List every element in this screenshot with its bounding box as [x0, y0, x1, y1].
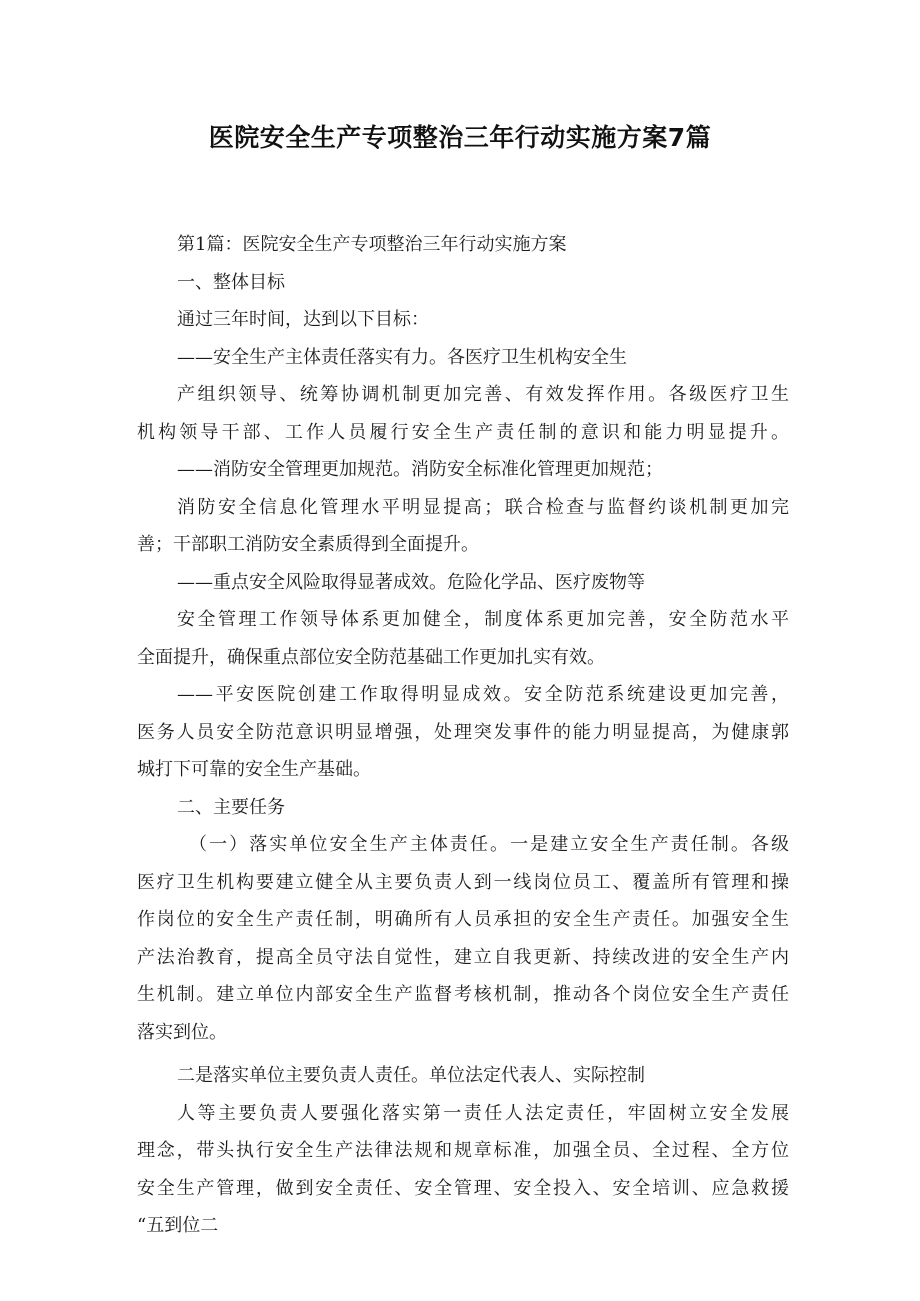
paragraph-line: 通过三年时间，达到以下目标： — [177, 309, 429, 330]
document-title: 医院安全生产专项整治三年行动实施方案7篇 — [208, 123, 712, 152]
paragraph-line: 产组织领导、统筹协调机制更加完善、有效发挥作用。各级医疗卫生 — [177, 384, 789, 405]
paragraph-line: 城打下可靠的安全生产基础。 — [137, 759, 371, 780]
paragraph-line: 善；干部职工消防安全素质得到全面提升。 — [137, 534, 479, 555]
paragraph-line: “五到位二 — [137, 1215, 219, 1236]
paragraph-line: 生机制。建立单位内部安全生产监督考核机制，推动各个岗位安全生产责任 — [137, 984, 789, 1005]
paragraph-line: ——消防安全管理更加规范。消防安全标准化管理更加规范； — [177, 459, 663, 480]
paragraph-line: 机构领导干部、工作人员履行安全生产责任制的意识和能力明显提升。 — [137, 421, 789, 443]
paragraph-line: 二是落实单位主要负责人责任。单位法定代表人、实际控制 — [177, 1065, 645, 1086]
paragraph-line: ——重点安全风险取得显著成效。危险化学品、医疗废物等 — [177, 571, 645, 593]
paragraph-line: 医务人员安全防范意识明显增强，处理突发事件的能力明显提高，为健康郭 — [137, 721, 789, 743]
subheading-overall-goals: 一、整体目标 — [177, 271, 285, 293]
paragraph-line: ——安全生产主体责任落实有力。各医疗卫生机构安全生 — [177, 346, 627, 368]
paragraph-line: 人等主要负责人要强化落实第一责任人法定责任，牢固树立安全发展 — [177, 1102, 789, 1124]
paragraph-line: 产法治教育，提高全员守法自觉性，建立自我更新、持续改进的安全生产内 — [137, 946, 789, 968]
paragraph-line: 全面提升，确保重点部位安全防范基础工作更加扎实有效。 — [137, 646, 605, 668]
section-heading-1: 第1篇：医院安全生产专项整治三年行动实施方案 — [177, 234, 567, 255]
document-body — [137, 226, 789, 1245]
paragraph-line: 安全生产管理，做到安全责任、安全管理、安全投入、安全培训、应急救援 — [137, 1177, 789, 1199]
paragraph-line: 安全管理工作领导体系更加健全，制度体系更加完善，安全防范水平 — [177, 609, 789, 630]
subheading-main-tasks: 二、主要任务 — [177, 796, 285, 818]
paragraph-line: 消防安全信息化管理水平明显提高；联合检查与监督约谈机制更加完 — [177, 496, 789, 518]
paragraph-line: 作岗位的安全生产责任制，明确所有人员承担的安全生产责任。加强安全生 — [137, 909, 789, 930]
paragraph-line: 医疗卫生机构要建立健全从主要负责人到一线岗位员工、覆盖所有管理和操 — [137, 871, 789, 893]
paragraph-line: （一）落实单位安全生产主体责任。一是建立安全生产责任制。各级 — [189, 834, 789, 855]
paragraph-line: 落实到位。 — [137, 1021, 227, 1043]
paragraph-line: ——平安医院创建工作取得明显成效。安全防范系统建设更加完善， — [177, 684, 789, 705]
paragraph-line: 理念，带头执行安全生产法律法规和规章标准，加强全员、全过程、全方位 — [137, 1140, 789, 1161]
